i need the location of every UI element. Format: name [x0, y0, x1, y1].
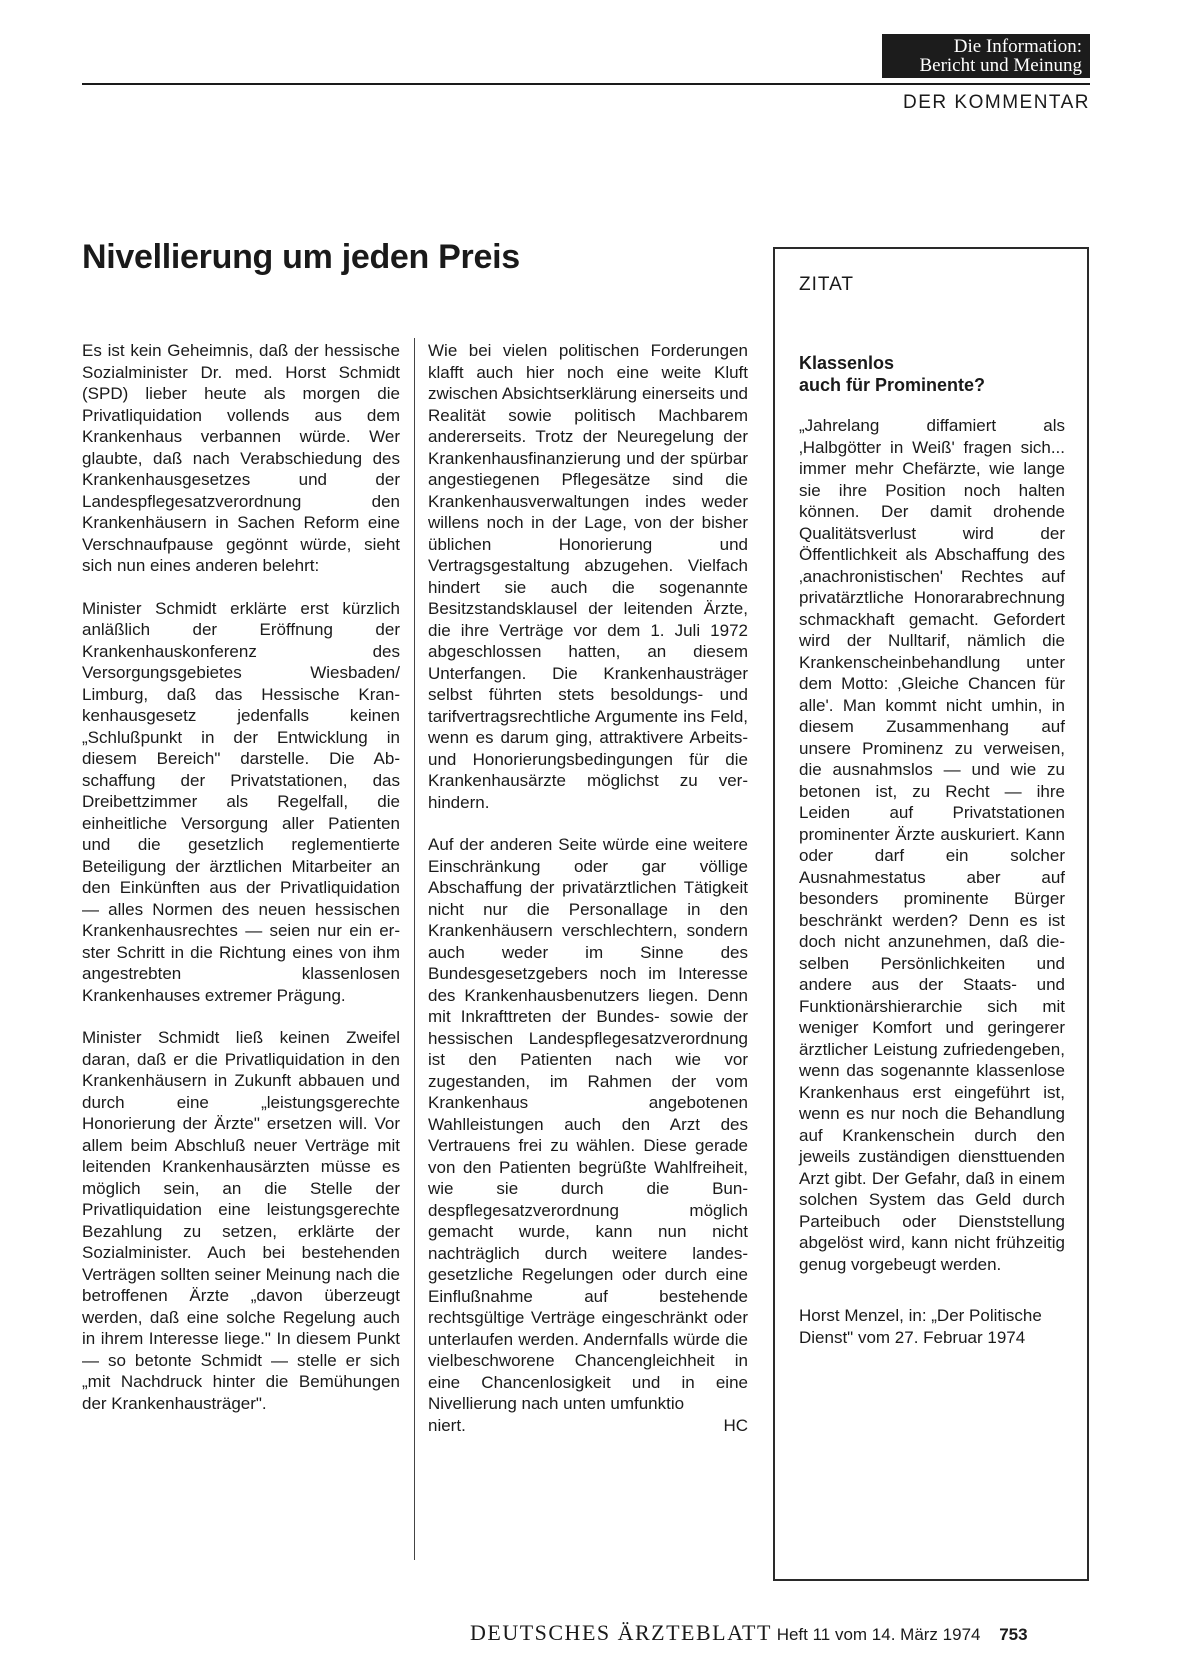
quote-title-line-1: Klassenlos	[799, 353, 895, 373]
quote-label: ZITAT	[799, 274, 854, 295]
quote-body	[799, 415, 1065, 1378]
article-headline: Nivellierung um jeden Preis	[82, 238, 520, 276]
quote-title	[799, 352, 1069, 396]
article-column-2	[428, 340, 748, 1436]
article-signature-line	[428, 1415, 748, 1437]
paragraph: Wie bei vielen politischen Forderungen klafft auch hier noch eine weite Kluft zwischen Absichtserklärung einerseits und Realität sowie politisch Machbarem andererseits. Trotz der Neuregelung der Krankenhausfinanzierung und der spürbar angestiegenen Pflegesätze sind die Krankenhausverwaltungen indes weder willens noch in der Lage, von der bisher üblichen Honorierung und Vertragsgestaltung abzugehen. Vielfach hindert sie auch die sogenannte Besitzstandsklausel der leitenden Ärzte, die ihre Verträge vor dem 1. Juli 1972 abgeschlossen hatten, an diesem Unterfangen. Die Krankenhausträger selbst führten stets besoldungs- und tarifvertragsrechtliche Argumente ins Feld, wenn es darum ging, attraktivere Arbeits- und Honorierungsbedingungen für die Krankenhausärzte möglichst zu verhindern.	[428, 341, 748, 812]
author-initials: HC	[723, 1415, 748, 1435]
rubric-line-1: Die Information:	[953, 36, 1082, 57]
journal-name: DEUTSCHES ÄRZTEBLATT	[470, 1620, 772, 1645]
issue-info: Heft 11 vom 14. März 1974	[776, 1625, 981, 1644]
page-number: 753	[999, 1625, 1028, 1644]
article-column-1	[82, 340, 400, 1435]
quote-text: „Jahrelang diffamiert als ‚Halbgötter in Weiß' fragen sich... immer mehr Chefärzte, wie lange sie ihre Position noch halten können. Der damit drohende Qualitätsverlust wird der Öffentlichkeit als Abschaffung des ‚anachronistischen' Rechtes auf privatärztliche Honorarabrechnung schmackhaft gemacht. Gefordert wird der Nulltarif, nämlich die Krankenscheinbehandlung unter dem Motto: ‚Gleiche Chancen für alle'. Man kommt nicht umhin, in diesem Zusammenhang auf unsere Prominenz zu verweisen, die ausnahmslos — und wie zu betonen ist, zu Recht — ihre Leiden auf Privatstationen prominenter Ärzte auskuriert. Kann oder darf ein solcher Ausnahmestatus aber auf besonders prominente Bürger beschränkt werden? Denn es ist doch nicht anzunehmen, daß dieselben Persönlichkeiten und andere aus der Staats- und Funktionärshierarchie sich mit weniger Komfort und geringerer ärztlicher Leistung zufriedengeben, wenn das sogenannte klassenlose Krankenhaus erst eingeführt ist, wenn es nur noch die Behandlung auf Krankenschein durch den jeweils zuständigen diensttuenden Arzt gibt. Der Gefahr, daß in einem solchen System das Geld durch Parteibuch oder Dienststellung abgelöst wird, kann nicht frühzeitig genug vorgebeugt werden.	[799, 416, 1065, 1274]
paragraph: Minister Schmidt ließ keinen Zweifel daran, daß er die Privatliquidation in den Krankenhäusern in Zukunft abbauen und durch eine „leistungsgerechte Honorierung der Ärzte" ersetzen will. Vor allem beim Abschluß neuer Verträge mit leitenden Krankenhausärzten müsse es möglich sein, an die Stelle der Privatliquidation eine leistungsgerechte Bezahlung zu setzen, erklärte der Sozialminister. Auch bei bestehenden Verträgen sollten seiner Meinung nach die betroffenen Ärzte „davon überzeugt werden, daß eine solche Regelung auch in ihrem Interesse liege." In diesem Punkt — so betonte Schmidt — stelle er sich „mit Nachdruck hinter die Bemühungen der Krankenhausträger".	[82, 1028, 400, 1413]
section-title: DER KOMMENTAR	[903, 92, 1090, 113]
paragraph-end: niert.	[428, 1415, 466, 1435]
quote-source: Horst Menzel, in: „Der Politische Dienst" vom 27. Februar 1974	[799, 1306, 1042, 1347]
paragraph: Minister Schmidt erklärte erst kürzlich anläßlich der Eröffnung der Krankenhauskonferenz des Versorgungsgebietes Wiesbaden/ Limburg, daß das Hessische Krankenhausgesetz jedenfalls keinen „Schlußpunkt in der Entwicklung in diesem Bereich" darstelle. Die Abschaffung der Privatstationen, das Dreibettzimmer als Regelfall, die einheitliche Versorgung aller Patienten und die gesetzlich reglementierte Beteiligung der ärztlichen Mitarbeiter an den Einkünften aus der Privatliquidation — alles Normen des neuen hessischen Krankenhausrechtes — seien nur ein erster Schritt in die Richtung eines von ihm angestrebten klassenlosen Krankenhauses extremer Prägung.	[82, 598, 400, 1005]
rubric-line-2: Bericht und Meinung	[919, 55, 1082, 76]
header-rule	[82, 83, 1090, 85]
quote-title-line-2: auch für Prominente?	[799, 375, 986, 395]
page-footer	[470, 1620, 1028, 1646]
quote-sidebar	[773, 247, 1089, 1581]
column-divider	[414, 338, 415, 1560]
paragraph: Es ist kein Geheimnis, daß der hessische Sozialminister Dr. med. Horst Schmidt (SPD) lieber heute als morgen die Privatliquidation vollends aus dem Krankenhaus verbannen würde. Wer glaubte, daß nach Verabschiedung des Krankenhausgesetzes und der Landespflegesatzverordnung den Krankenhäusern in Sachen Reform eine Verschnaufpause gegönnt würde, sieht sich nun eines anderen belehrt:	[82, 341, 400, 575]
paragraph: Auf der anderen Seite würde eine weitere Einschränkung oder gar völlige Abschaffung der privatärztlichen Tätigkeit nicht nur die Personallage in den Krankenhäusern verschlechtern, sondern auch weder im Sinne des Bundesgesetzgebers noch im Interesse des Krankenhausbenutzers liegen. Denn mit Inkrafttreten der Bundes- sowie der hessischen Landespflegesatzverordnung ist den Patienten nach wie vor zugestanden, im Rahmen der vom Krankenhaus angebotenen Wahlleistungen auch den Arzt des Vertrauens frei zu wählen. Diese gerade von den Patienten begrüßte Wahlfreiheit, wie sie durch die Bundespflegesatzverordnung möglich gemacht wurde, kann nun nicht nachträglich durch weitere landesgesetzliche Regelungen oder durch eine Einflußnahme auf bestehende rechtsgültige Verträge eingeschränkt oder unterlaufen werden. Andernfalls würde die vielbeschworene Chancengleichheit in eine Chancenlosigkeit und in eine Nivellierung nach unten umfunktio	[428, 835, 748, 1413]
rubric-label	[882, 34, 1090, 78]
